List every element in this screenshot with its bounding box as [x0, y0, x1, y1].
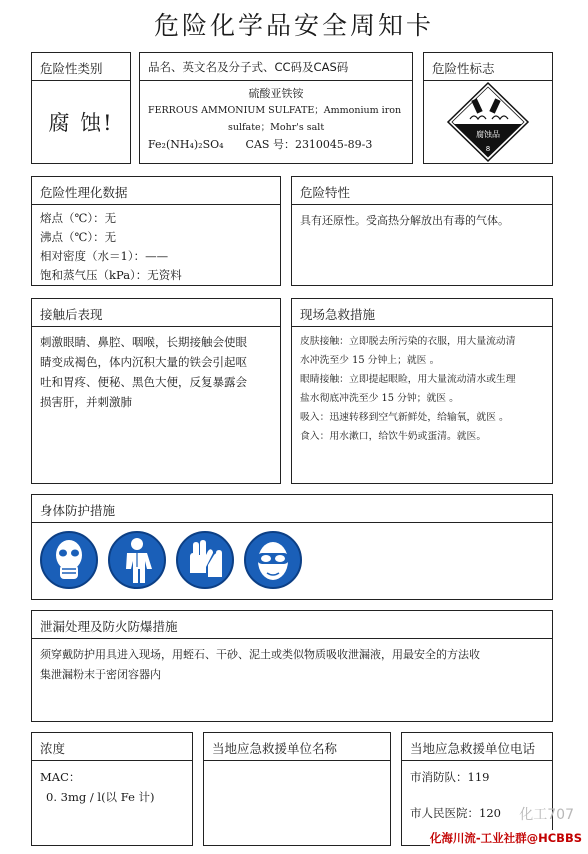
protective-gloves-icon	[176, 531, 234, 589]
hazard-class-value: 腐 蚀!	[48, 111, 114, 135]
concentration-box	[31, 732, 193, 846]
rescue-phone-box	[401, 732, 553, 846]
hazard-props-box	[291, 176, 553, 286]
spill-line: 须穿戴防护用具进入现场，用蛭石、干砂、泥土或类似物质吸收泄漏液，用最安全的方法收	[40, 648, 480, 661]
protection-box	[31, 494, 553, 600]
physchem-line: 饱和蒸气压（kPa）：无资料	[40, 268, 182, 282]
spill-box	[31, 610, 553, 722]
first-aid-line: 盐水彻底冲洗至少 15 分钟；就医 。	[300, 393, 459, 404]
first-aid-box	[291, 298, 553, 484]
physchem-box	[31, 176, 281, 286]
first-aid-line: 眼睛接触：立即提起眼睑，用大量流动清水或生理	[300, 374, 516, 385]
corrosive-diamond-icon	[424, 81, 552, 163]
names-box	[139, 52, 413, 164]
fire-brigade-phone: 市消防队：119	[410, 770, 490, 784]
hospital-phone: 市人民医院：120	[410, 806, 501, 820]
hazard-sign-label: 腐蚀品	[476, 130, 500, 139]
hazard-class-header: 危险性类别	[32, 53, 130, 81]
first-aid-header: 现场急救措施	[292, 299, 552, 327]
page-title: 危险化学品安全周知卡	[153, 11, 434, 40]
concentration-header: 浓度	[32, 733, 192, 761]
hazard-class-box	[31, 52, 131, 164]
first-aid-line: 水冲洗至少 15 分钟上；就医 。	[300, 355, 440, 366]
english-name-line2: sulfate；Mohr's salt	[228, 122, 325, 133]
spill-header: 泄漏处理及防火防爆措施	[32, 611, 552, 639]
english-name-line1: FERROUS AMMONIUM SULFATE；Ammonium iron	[148, 105, 402, 116]
exposure-line: 睛变成褐色，体内沉积大量的铁会引起呕	[40, 355, 247, 369]
physchem-line: 熔点（℃）：无	[40, 211, 117, 225]
spill-line: 集泄漏粉末于密闭容器内	[40, 668, 161, 681]
rescue-unit-header: 当地应急救援单位名称	[204, 733, 390, 761]
watermark-source: 化海川流-工业社群@HCBBS	[429, 831, 582, 845]
safety-goggles-icon	[244, 531, 302, 589]
exposure-header: 接触后表现	[32, 299, 280, 327]
hazard-sign-header: 危险性标志	[424, 53, 552, 81]
protective-suit-icon	[108, 531, 166, 589]
physchem-line: 沸点（℃）：无	[40, 230, 117, 244]
watermark-text: 化工707	[519, 807, 574, 823]
first-aid-line: 皮肤接触：立即脱去所污染的衣服，用大量流动清	[300, 336, 516, 347]
first-aid-line: 食入：用水漱口，给饮牛奶或蛋清。就医。	[300, 431, 487, 442]
mac-label: MAC：	[40, 770, 81, 784]
first-aid-line: 吸入：迅速转移到空气新鲜处，给输氧，就医 。	[300, 412, 509, 423]
hazard-sign-box	[423, 52, 553, 164]
exposure-line: 刺激眼睛、鼻腔、咽喉，长期接触会使眼	[40, 335, 247, 349]
exposure-line: 损害肝，并刺激肺	[40, 395, 132, 409]
hazard-props-text: 具有还原性。受高热分解放出有毒的气体。	[300, 214, 509, 227]
chinese-name: 硫酸亚铁铵	[248, 87, 304, 100]
protection-header: 身体防护措施	[32, 495, 552, 523]
rescue-unit-box	[203, 732, 391, 846]
physchem-header: 危险性理化数据	[32, 177, 280, 205]
gas-mask-icon	[40, 531, 98, 589]
hazard-sign-number: 8	[485, 145, 491, 153]
hazard-props-header: 危险特性	[292, 177, 552, 205]
mac-value: 0. 3mg / l(以 Fe 计)	[46, 790, 155, 804]
exposure-box	[31, 298, 281, 484]
physchem-line: 相对密度（水＝1）：——	[40, 249, 169, 263]
cas-number: CAS 号：2310045-89-3	[245, 138, 373, 151]
molecular-formula: Fe₂(NH₄)₂SO₄	[148, 138, 224, 151]
names-header: 品名、英文名及分子式、CC码及CAS码	[140, 53, 412, 81]
exposure-line: 吐和胃疼、便秘、黑色大便，反复暴露会	[40, 375, 247, 389]
rescue-phone-header: 当地应急救援单位电话	[402, 733, 552, 761]
